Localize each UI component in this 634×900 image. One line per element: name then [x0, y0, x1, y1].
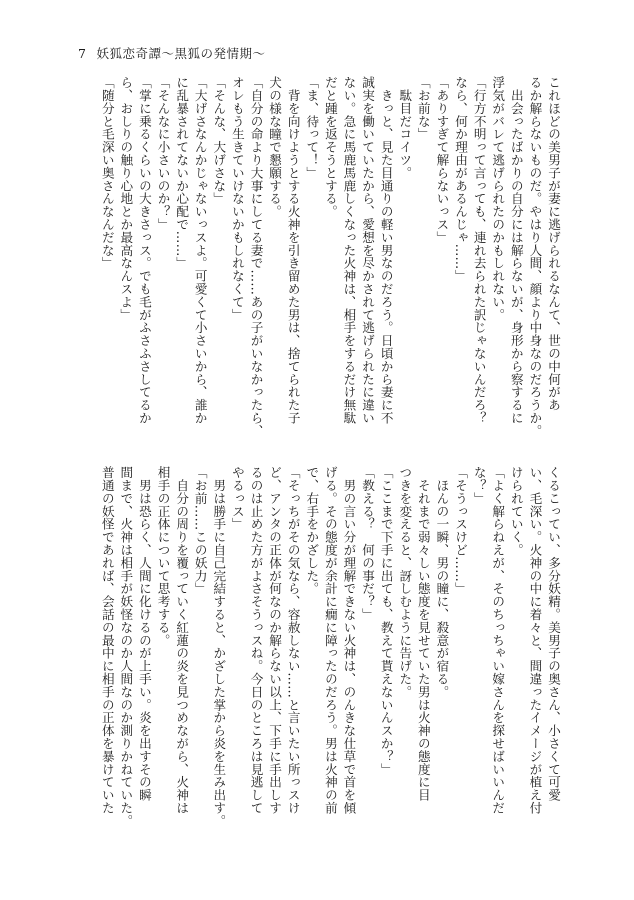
text-line: 「自分の命より大事にしてる妻で……あの子がいなかったら、: [248, 76, 264, 438]
text-line: 「そうっスけど……」: [453, 466, 469, 595]
text-line: い、毛深い。火神の中に着々と、間違ったイメージが植え付: [527, 466, 543, 815]
text-line: 誠実を働いていたから、愛想を尽かされて逃げられたに違い: [360, 76, 376, 425]
book-title: 妖狐恋奇譚〜黒狐の発情期〜: [96, 46, 266, 61]
text-line: 「教える？ 何の事だ？」: [360, 466, 376, 621]
text-line: 自分の周りを覆っていく紅蓮の炎を見つめながら、火神は: [174, 466, 190, 815]
text-line: 「お前な」: [415, 76, 431, 141]
text-line: つきを変えると、訝しむように告げた。: [397, 466, 413, 699]
text-line: ら、おしりの触り心地とか最高なんスよ」: [118, 76, 134, 322]
text-line: これほどの美男子が妻に逃げられるなんて、世の中何があ: [546, 76, 561, 412]
text-line: 「大げさなんかじゃないっスよ。可愛くて小さいから、誰か: [192, 76, 208, 425]
text-line: ない。急に馬鹿馬鹿しくなった火神は、相手をするだけ無駄: [341, 76, 357, 425]
text-line: るのは止めた方がよさそうっスね。今日のところは見逃して: [248, 466, 264, 815]
text-line: くるこってい、多分妖精。美男子の奥さん、小さくて可愛: [546, 466, 561, 802]
text-line: やるっス」: [229, 466, 245, 531]
text-line: 「そんな、大げさな」: [211, 76, 227, 205]
text-line: 男の言い分が理解できない火神は、のんきな仕草で首を傾: [341, 466, 357, 815]
text-line: 背を向けようとする火神を引き留めた男は、捨てられた子: [285, 76, 301, 425]
running-header: [78, 44, 265, 62]
text-line: 「よく解らねえが、そのちっちゃい嫁さんを探せばいいんだ: [490, 466, 506, 815]
text-line: 犬の様な瞳で懇願する。: [267, 76, 283, 218]
text-line: なら、何か理由があるんじゃ……」: [453, 76, 469, 283]
text-line: だと踵を返そうとする。: [322, 76, 338, 218]
text-line: きっと、見た目通りの軽い男なのだろう。日頃から妻に不: [378, 76, 394, 425]
text-line: 「そっちがその気なら、容赦しない……と言いたい所っスけ: [285, 466, 301, 815]
text-line: 普通の妖怪であれば、会話の最中に相手の正体を暴けていた: [99, 466, 115, 815]
text-line: るか解らないものだ。やはり人間、顔より中身なのだろうか。: [527, 76, 543, 438]
text-line: ど、アンタの正体が何なのか解らない以上、下手に手出しす: [267, 466, 283, 815]
text-line: 男は恐らく、人間に化けるのが上手い。炎を出すその瞬: [136, 466, 152, 802]
text-line: な？」: [471, 466, 487, 505]
text-line: に乱暴されてないか心配で……」: [174, 76, 190, 270]
text-line: 「ここまで下手に出ても、教えて貰えないんスか？」: [378, 466, 394, 776]
text-line: 「ま、待って！」: [304, 76, 320, 180]
text-line: 出会ったばかりの自分には解らないが、身形から察するに: [508, 76, 524, 425]
text-line: 「掌に乗るくらいの大きさっス。でも毛がふさふさしてるか: [136, 76, 152, 425]
text-line: 間まで、火神は相手が妖怪なのか人間なのか測りかねていた。: [118, 466, 134, 828]
text-line: 「行方不明って言っても、連れ去られた訳じゃないんだろ？: [471, 76, 487, 425]
text-line: 駄目だコイツ。: [397, 76, 413, 180]
text-line: オレもう生きていけないかもしれなくて」: [229, 76, 245, 322]
text-line: 相手の正体について思考する。: [155, 466, 171, 647]
text-line: 「ありすぎて解らないっス」: [434, 76, 450, 244]
text-line: ほんの一瞬、男の瞳に、殺意が宿る。: [434, 466, 450, 699]
text-block-bottom: [76, 466, 562, 838]
text-line: 男は勝手に自己完結すると、かざした掌から炎を生み出す。: [211, 466, 227, 828]
text-line: 「お前……この妖力」: [192, 466, 208, 595]
text-line: けられていく。: [508, 466, 524, 557]
page-number: 7: [78, 46, 87, 61]
text-line: 「そんなに小さいのか？」: [155, 76, 171, 231]
text-line: 「随分と毛深い奥さんなんだな」: [99, 76, 115, 270]
text-line: それまで弱々しい態度を見せていた男は火神の態度に目: [415, 466, 431, 802]
text-block-top: [76, 76, 562, 438]
text-line: で、右手をかざした。: [304, 466, 320, 595]
text-line: げる。その態度が余計に癇に障ったのだろう。男は火神の前: [322, 466, 338, 815]
text-line: 浮気がバレて逃げられたのかもしれない。: [490, 76, 506, 322]
